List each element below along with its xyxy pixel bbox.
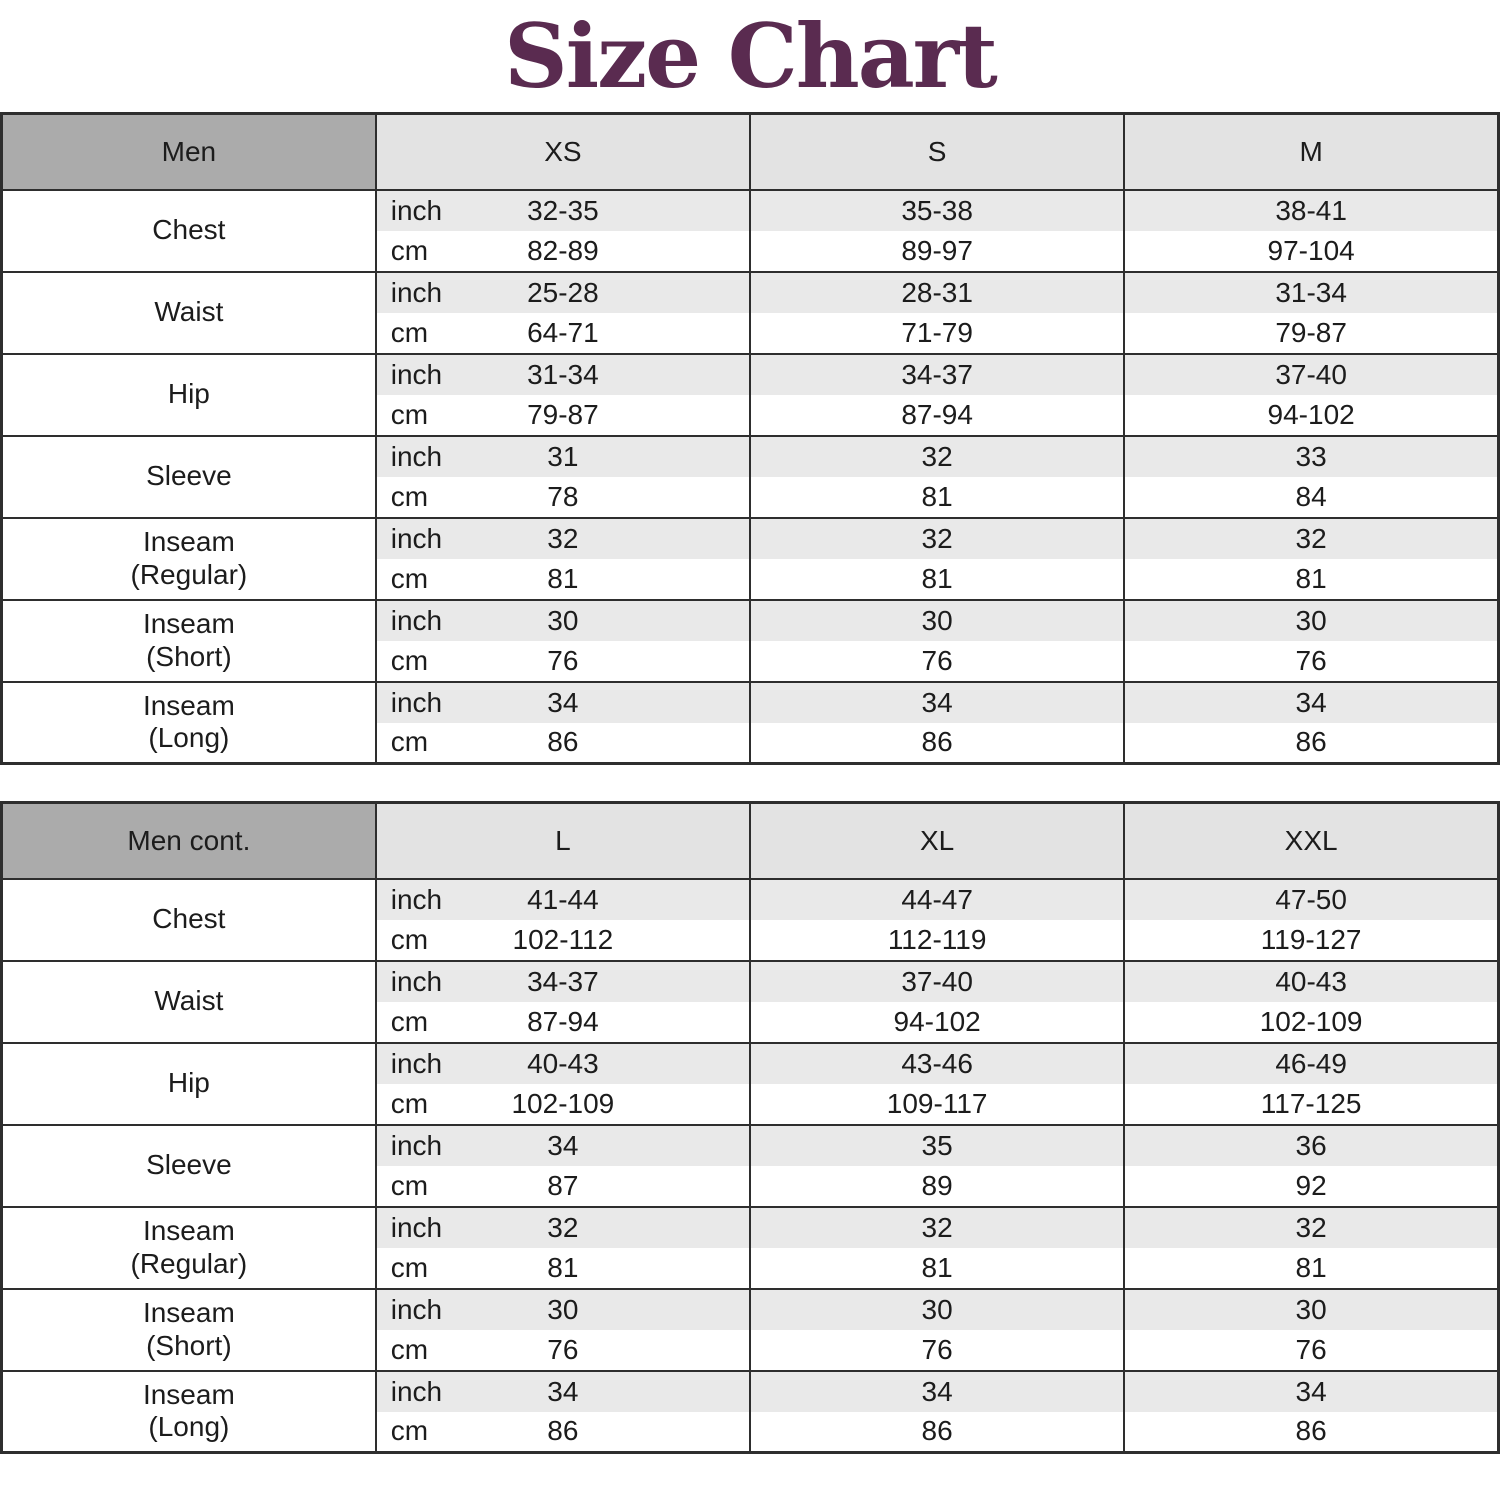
unit-label: cm bbox=[390, 398, 429, 430]
measurement-label-text: Inseam bbox=[142, 1379, 235, 1411]
measurement-value: 30 bbox=[750, 600, 1124, 641]
unit-label: cm bbox=[390, 1333, 429, 1365]
measurement-value: 40-43 bbox=[1124, 961, 1498, 1002]
measurement-value: 32 bbox=[750, 436, 1124, 477]
unit-label: inch bbox=[390, 1047, 443, 1079]
unit-label: inch bbox=[390, 440, 443, 472]
measurement-label-text: Inseam bbox=[142, 690, 235, 722]
measurement-value: 81 bbox=[1124, 559, 1498, 600]
measurement-label-text: Hip bbox=[167, 1067, 210, 1099]
measurement-value: 33 bbox=[1124, 436, 1498, 477]
measurement-inch-row bbox=[2, 1371, 1499, 1412]
measurement-value: 28-31 bbox=[750, 272, 1124, 313]
measurement-value: 89 bbox=[750, 1166, 1124, 1207]
header-row bbox=[2, 803, 1499, 879]
value-cell bbox=[376, 1371, 750, 1412]
size-column-header: S bbox=[750, 114, 1124, 190]
measurement-value: 92 bbox=[1124, 1166, 1498, 1207]
unit-label: cm bbox=[390, 1005, 429, 1037]
page-title: Size Chart bbox=[504, 4, 996, 108]
measurement-value: 89-97 bbox=[750, 231, 1124, 272]
measurement-value: 109-117 bbox=[750, 1084, 1124, 1125]
measurement-value: 79-87 bbox=[527, 398, 599, 430]
unit-label: inch bbox=[390, 686, 443, 718]
measurement-label-subtext: (Long) bbox=[148, 722, 230, 754]
measurement-value: 76 bbox=[1124, 641, 1498, 682]
measurement-label bbox=[2, 1125, 376, 1207]
unit-label: inch bbox=[390, 194, 443, 226]
measurement-value: 30 bbox=[547, 604, 579, 636]
value-cell bbox=[376, 1166, 750, 1207]
measurement-inch-row bbox=[2, 518, 1499, 559]
unit-label: cm bbox=[390, 1415, 429, 1447]
value-cell bbox=[376, 723, 750, 764]
value-cell bbox=[376, 879, 750, 920]
measurement-value: 81 bbox=[547, 1251, 579, 1283]
measurement-value: 94-102 bbox=[750, 1002, 1124, 1043]
measurement-value: 31 bbox=[547, 440, 579, 472]
measurement-inch-row bbox=[2, 436, 1499, 477]
measurement-value: 30 bbox=[1124, 1289, 1498, 1330]
measurement-value: 76 bbox=[750, 1330, 1124, 1371]
unit-label: inch bbox=[390, 1129, 443, 1161]
value-cell bbox=[376, 190, 750, 231]
measurement-value: 86 bbox=[750, 1412, 1124, 1453]
measurement-value: 34 bbox=[750, 682, 1124, 723]
measurement-value: 37-40 bbox=[750, 961, 1124, 1002]
measurement-value: 34 bbox=[547, 1129, 579, 1161]
measurement-value: 86 bbox=[750, 723, 1124, 764]
measurement-label-text: Chest bbox=[152, 903, 226, 935]
measurement-label-text: Sleeve bbox=[146, 1149, 232, 1181]
unit-label: cm bbox=[390, 1251, 429, 1283]
measurement-inch-row bbox=[2, 190, 1499, 231]
value-cell bbox=[376, 1125, 750, 1166]
measurement-value: 102-112 bbox=[512, 923, 614, 955]
value-cell bbox=[376, 272, 750, 313]
measurement-label bbox=[2, 1371, 376, 1453]
value-cell bbox=[376, 1412, 750, 1453]
unit-label: inch bbox=[390, 522, 443, 554]
measurement-label bbox=[2, 961, 376, 1043]
measurement-value: 30 bbox=[1124, 600, 1498, 641]
measurement-label-text: Inseam bbox=[142, 1215, 235, 1247]
measurement-value: 87-94 bbox=[527, 1005, 599, 1037]
measurement-label-text: Sleeve bbox=[146, 460, 232, 492]
measurement-value: 86 bbox=[547, 726, 579, 758]
measurement-value: 87 bbox=[547, 1169, 579, 1201]
unit-label: cm bbox=[390, 562, 429, 594]
header-row bbox=[2, 114, 1499, 190]
unit-label: cm bbox=[390, 726, 429, 758]
measurement-value: 32 bbox=[547, 522, 579, 554]
table-corner-label: Men bbox=[2, 114, 376, 190]
value-cell bbox=[376, 1002, 750, 1043]
measurement-value: 38-41 bbox=[1124, 190, 1498, 231]
value-cell bbox=[376, 559, 750, 600]
measurement-value: 34-37 bbox=[750, 354, 1124, 395]
size-table-men bbox=[0, 112, 1500, 765]
value-cell bbox=[376, 641, 750, 682]
measurement-value: 25-28 bbox=[527, 276, 599, 308]
measurement-value: 34 bbox=[1124, 1371, 1498, 1412]
value-cell bbox=[376, 920, 750, 961]
measurement-label-text: Inseam bbox=[142, 1297, 235, 1329]
measurement-value: 112-119 bbox=[750, 920, 1124, 961]
table-corner-label: Men cont. bbox=[2, 803, 376, 879]
measurement-value: 86 bbox=[1124, 1412, 1498, 1453]
measurement-value: 71-79 bbox=[750, 313, 1124, 354]
value-cell bbox=[376, 436, 750, 477]
measurement-inch-row bbox=[2, 961, 1499, 1002]
measurement-label bbox=[2, 1043, 376, 1125]
measurement-label-subtext: (Regular) bbox=[130, 1247, 248, 1279]
measurement-label-subtext: (Long) bbox=[148, 1411, 230, 1443]
value-cell bbox=[376, 354, 750, 395]
value-cell bbox=[376, 477, 750, 518]
measurement-value: 94-102 bbox=[1124, 395, 1498, 436]
value-cell bbox=[376, 600, 750, 641]
measurement-value: 81 bbox=[1124, 1248, 1498, 1289]
measurement-label-subtext: (Regular) bbox=[130, 558, 248, 590]
measurement-label-subtext: (Short) bbox=[146, 640, 232, 672]
value-cell bbox=[376, 1084, 750, 1125]
measurement-value: 86 bbox=[1124, 723, 1498, 764]
unit-label: inch bbox=[390, 1375, 443, 1407]
measurement-label-text: Inseam bbox=[142, 608, 235, 640]
measurement-value: 119-127 bbox=[1124, 920, 1498, 961]
measurement-label bbox=[2, 879, 376, 961]
measurement-value: 81 bbox=[750, 477, 1124, 518]
measurement-label bbox=[2, 436, 376, 518]
measurement-inch-row bbox=[2, 682, 1499, 723]
measurement-value: 64-71 bbox=[527, 316, 599, 348]
measurement-inch-row bbox=[2, 600, 1499, 641]
measurement-inch-row bbox=[2, 272, 1499, 313]
measurement-label-text: Inseam bbox=[142, 526, 235, 558]
measurement-value: 84 bbox=[1124, 477, 1498, 518]
measurement-label bbox=[2, 518, 376, 600]
unit-label: cm bbox=[390, 316, 429, 348]
size-column-header: M bbox=[1124, 114, 1498, 190]
unit-label: cm bbox=[390, 923, 429, 955]
measurement-value: 32 bbox=[750, 518, 1124, 559]
measurement-value: 35-38 bbox=[750, 190, 1124, 231]
measurement-label-subtext: (Short) bbox=[146, 1329, 232, 1361]
measurement-value: 78 bbox=[547, 480, 579, 512]
measurement-label bbox=[2, 272, 376, 354]
measurement-value: 81 bbox=[750, 1248, 1124, 1289]
unit-label: inch bbox=[390, 1211, 443, 1243]
value-cell bbox=[376, 395, 750, 436]
measurement-label-text: Waist bbox=[154, 296, 224, 328]
measurement-value: 37-40 bbox=[1124, 354, 1498, 395]
measurement-label-text: Waist bbox=[154, 985, 224, 1017]
measurement-value: 34 bbox=[1124, 682, 1498, 723]
measurement-inch-row bbox=[2, 1207, 1499, 1248]
size-column-header: L bbox=[376, 803, 750, 879]
measurement-value: 35 bbox=[750, 1125, 1124, 1166]
value-cell bbox=[376, 1248, 750, 1289]
measurement-value: 102-109 bbox=[511, 1087, 615, 1119]
value-cell bbox=[376, 1043, 750, 1084]
measurement-value: 30 bbox=[547, 1293, 579, 1325]
measurement-value: 32 bbox=[750, 1207, 1124, 1248]
unit-label: inch bbox=[390, 883, 443, 915]
measurement-inch-row bbox=[2, 1125, 1499, 1166]
measurement-inch-row bbox=[2, 1289, 1499, 1330]
size-column-header: XL bbox=[750, 803, 1124, 879]
measurement-value: 86 bbox=[547, 1415, 579, 1447]
measurement-value: 46-49 bbox=[1124, 1043, 1498, 1084]
measurement-value: 34 bbox=[547, 1375, 579, 1407]
measurement-value: 79-87 bbox=[1124, 313, 1498, 354]
measurement-value: 117-125 bbox=[1124, 1084, 1498, 1125]
measurement-value: 30 bbox=[750, 1289, 1124, 1330]
measurement-value: 40-43 bbox=[527, 1047, 599, 1079]
measurement-inch-row bbox=[2, 879, 1499, 920]
measurement-value: 31-34 bbox=[527, 358, 599, 390]
measurement-value: 31-34 bbox=[1124, 272, 1498, 313]
measurement-value: 44-47 bbox=[750, 879, 1124, 920]
measurement-label bbox=[2, 1207, 376, 1289]
value-cell bbox=[376, 1207, 750, 1248]
measurement-value: 87-94 bbox=[750, 395, 1124, 436]
measurement-value: 102-109 bbox=[1124, 1002, 1498, 1043]
value-cell bbox=[376, 1289, 750, 1330]
measurement-value: 32 bbox=[1124, 518, 1498, 559]
measurement-value: 32 bbox=[547, 1211, 579, 1243]
measurement-value: 76 bbox=[750, 641, 1124, 682]
measurement-label bbox=[2, 1289, 376, 1371]
measurement-value: 81 bbox=[750, 559, 1124, 600]
measurement-value: 43-46 bbox=[750, 1043, 1124, 1084]
unit-label: inch bbox=[390, 358, 443, 390]
unit-label: cm bbox=[390, 1169, 429, 1201]
measurement-value: 34-37 bbox=[527, 965, 599, 997]
measurement-label bbox=[2, 682, 376, 764]
measurement-label bbox=[2, 354, 376, 436]
measurement-value: 76 bbox=[1124, 1330, 1498, 1371]
size-table-men-cont bbox=[0, 801, 1500, 1454]
measurement-value: 36 bbox=[1124, 1125, 1498, 1166]
unit-label: cm bbox=[390, 644, 429, 676]
measurement-value: 76 bbox=[547, 1333, 579, 1365]
size-column-header: XXL bbox=[1124, 803, 1498, 879]
measurement-value: 41-44 bbox=[527, 883, 599, 915]
measurement-label-text: Chest bbox=[152, 214, 226, 246]
measurement-value: 32-35 bbox=[527, 194, 599, 226]
unit-label: cm bbox=[390, 480, 429, 512]
size-column-header: XS bbox=[376, 114, 750, 190]
measurement-value: 81 bbox=[547, 562, 579, 594]
measurement-label bbox=[2, 600, 376, 682]
unit-label: inch bbox=[390, 604, 443, 636]
unit-label: cm bbox=[390, 234, 429, 266]
measurement-value: 76 bbox=[547, 644, 579, 676]
value-cell bbox=[376, 518, 750, 559]
unit-label: cm bbox=[390, 1087, 429, 1119]
measurement-inch-row bbox=[2, 354, 1499, 395]
value-cell bbox=[376, 231, 750, 272]
measurement-label bbox=[2, 190, 376, 272]
measurement-value: 32 bbox=[1124, 1207, 1498, 1248]
measurement-inch-row bbox=[2, 1043, 1499, 1084]
tables-container bbox=[0, 112, 1500, 1454]
measurement-value: 82-89 bbox=[527, 234, 599, 266]
value-cell bbox=[376, 682, 750, 723]
measurement-value: 34 bbox=[750, 1371, 1124, 1412]
value-cell bbox=[376, 1330, 750, 1371]
value-cell bbox=[376, 961, 750, 1002]
unit-label: inch bbox=[390, 276, 443, 308]
unit-label: inch bbox=[390, 1293, 443, 1325]
value-cell bbox=[376, 313, 750, 354]
measurement-value: 97-104 bbox=[1124, 231, 1498, 272]
unit-label: inch bbox=[390, 965, 443, 997]
measurement-label-text: Hip bbox=[167, 378, 210, 410]
measurement-value: 47-50 bbox=[1124, 879, 1498, 920]
measurement-value: 34 bbox=[547, 686, 579, 718]
